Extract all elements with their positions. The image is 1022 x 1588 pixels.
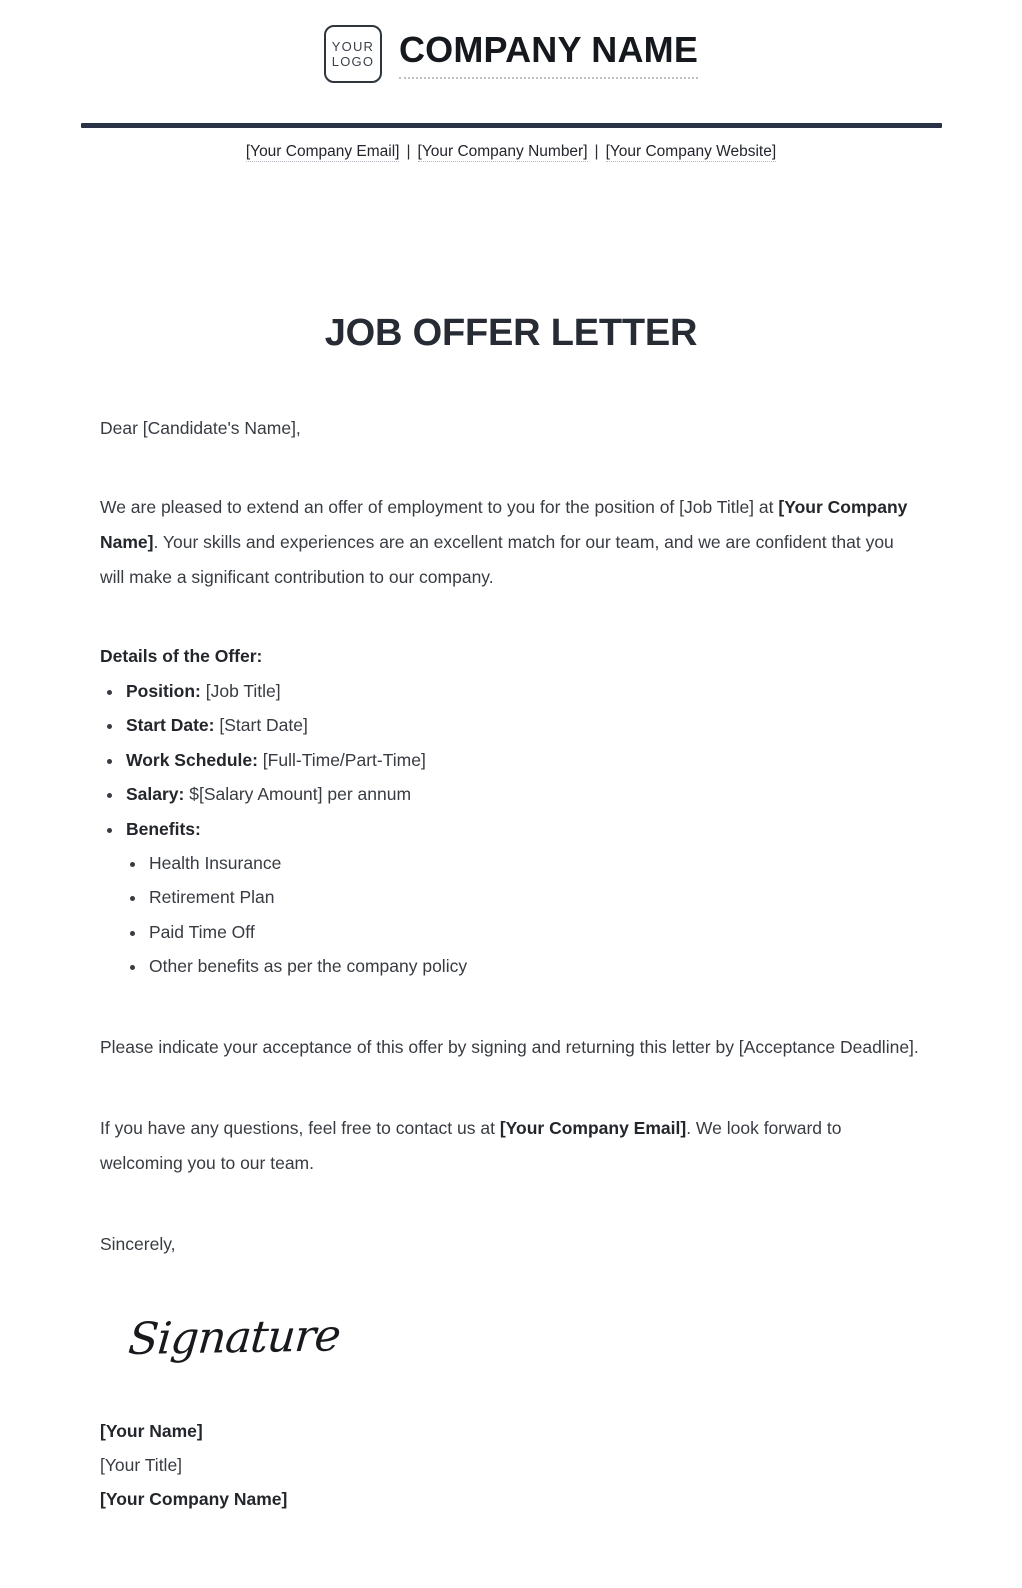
intro-paragraph [100,490,922,595]
text-segment: . Your skills and experiences are an excellent match for our team, and we are confident that you will make a significant contribution to our company. [100,532,894,587]
contact-separator: | [594,143,599,160]
detail-start-date [124,708,922,742]
letterhead [0,0,1022,83]
detail-benefits [124,812,922,984]
questions-paragraph [100,1111,922,1181]
benefit-item: • Retirement Plan [147,880,922,914]
acceptance-paragraph: Please indicate your acceptance of this offer by signing and returning this letter by [Acceptance Deadline]. [100,1036,919,1057]
logo-text-line1: YOUR [331,39,375,54]
text-segment: . We look forward to welcoming you to our team. [100,1117,842,1173]
text-segment: $[Salary Amount] per annum [184,784,412,805]
header-divider-rule [81,123,942,128]
detail-text [126,819,201,839]
details-heading: Details of the Offer: [100,646,263,666]
offer-details-list [100,674,922,984]
signature-script: Signature [126,1309,343,1365]
detail-position [124,674,922,708]
benefit-item: • Health Insurance [147,846,922,880]
text-segment: [Full-Time/Part-Time] [257,749,426,770]
contact-info-row [0,141,1022,163]
signer-company: [Your Company Name] [100,1488,288,1509]
bold-text-segment: [Your Company Name] [100,497,908,552]
contact-separator: | [406,143,411,160]
text-segment: If you have any questions, feel free to contact us at [100,1117,500,1138]
signer-name: [Your Name] [100,1420,203,1441]
page-title: JOB OFFER LETTER [324,312,698,354]
signer-title: [Your Title] [100,1454,183,1475]
company-website-link[interactable]: [Your Company Website] [605,143,777,160]
company-email-link[interactable]: [Your Company Email] [245,143,400,160]
greeting-line: Dear [Candidate's Name], [100,418,301,438]
company-logo [324,25,382,83]
text-segment: [Start Date] [214,715,308,736]
bold-text-segment: Start Date: [126,715,215,736]
detail-text [126,681,281,701]
benefits-list [126,846,922,984]
bold-text-segment: Salary: [126,784,185,805]
logo-text-line2: LOGO [331,54,375,69]
text-segment: [Job Title] [200,681,281,701]
detail-text [126,750,426,770]
text-segment: We are pleased to extend an offer of employment to you for the position of [Job Title] at [100,497,779,517]
closing-line: Sincerely, [100,1233,176,1254]
bold-text-segment: Work Schedule: [126,749,258,770]
benefit-item: • Paid Time Off [147,915,922,949]
letter-body [100,313,922,1516]
detail-text [126,784,411,804]
bold-text-segment: Benefits: [126,818,201,839]
signer-block [100,1414,922,1516]
company-name: COMPANY NAME [399,29,698,79]
detail-salary [124,777,922,811]
benefit-item: • Other benefits as per the company policy [147,949,922,983]
bold-text-segment: Position: [126,681,201,701]
detail-text [126,715,308,735]
bold-text-segment: [Your Company Email] [499,1117,687,1138]
detail-work-schedule [124,743,922,777]
company-number-link[interactable]: [Your Company Number] [417,143,588,160]
